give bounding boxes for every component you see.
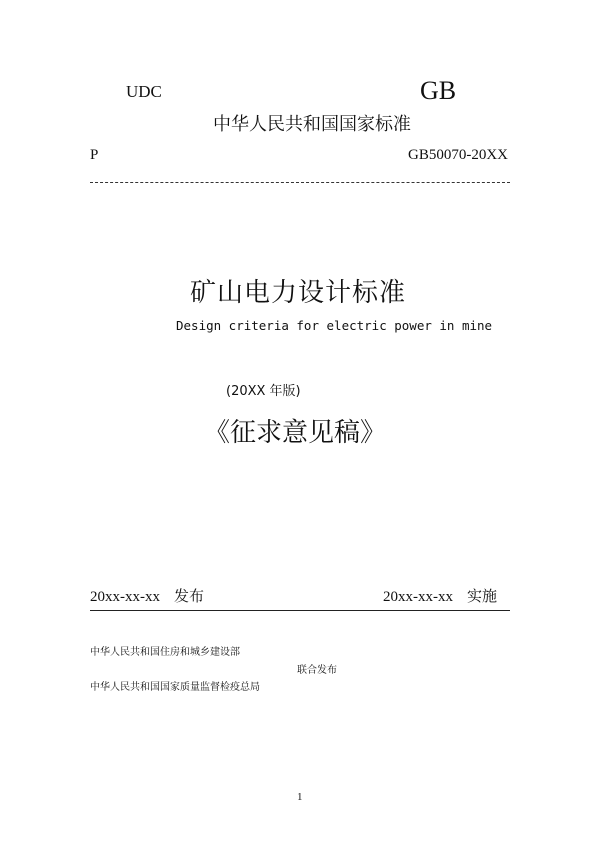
draft-label: 《征求意见稿》 (204, 418, 387, 448)
national-standard-heading: 中华人民共和国国家标准 (213, 114, 411, 135)
standard-code: GB50070-20XX (408, 147, 508, 163)
p-mark: P (90, 147, 99, 163)
dashed-divider (90, 182, 510, 183)
udc-label: UDC (126, 82, 162, 101)
document-title-chinese: 矿山电力设计标准 (190, 278, 407, 308)
edition-label: (20XX 年版) (226, 384, 301, 399)
solid-divider (90, 610, 510, 611)
publisher-department-2: 中华人民共和国国家质量监督检疫总局 (90, 682, 260, 693)
implement-date-line (383, 585, 497, 606)
implement-date: 20xx-xx-xx (383, 589, 453, 605)
gb-label: GB (420, 76, 457, 105)
issue-date: 20xx-xx-xx (90, 589, 160, 605)
issue-label: 发布 (174, 589, 205, 605)
publisher-department-1: 中华人民共和国住房和城乡建设部 (90, 647, 240, 658)
joint-publish-label: 联合发布 (297, 665, 337, 676)
issue-date-line (90, 585, 204, 606)
implement-label: 实施 (467, 589, 498, 605)
page-number: 1 (297, 791, 303, 803)
document-title-english: Design criteria for electric power in mine (176, 318, 493, 333)
